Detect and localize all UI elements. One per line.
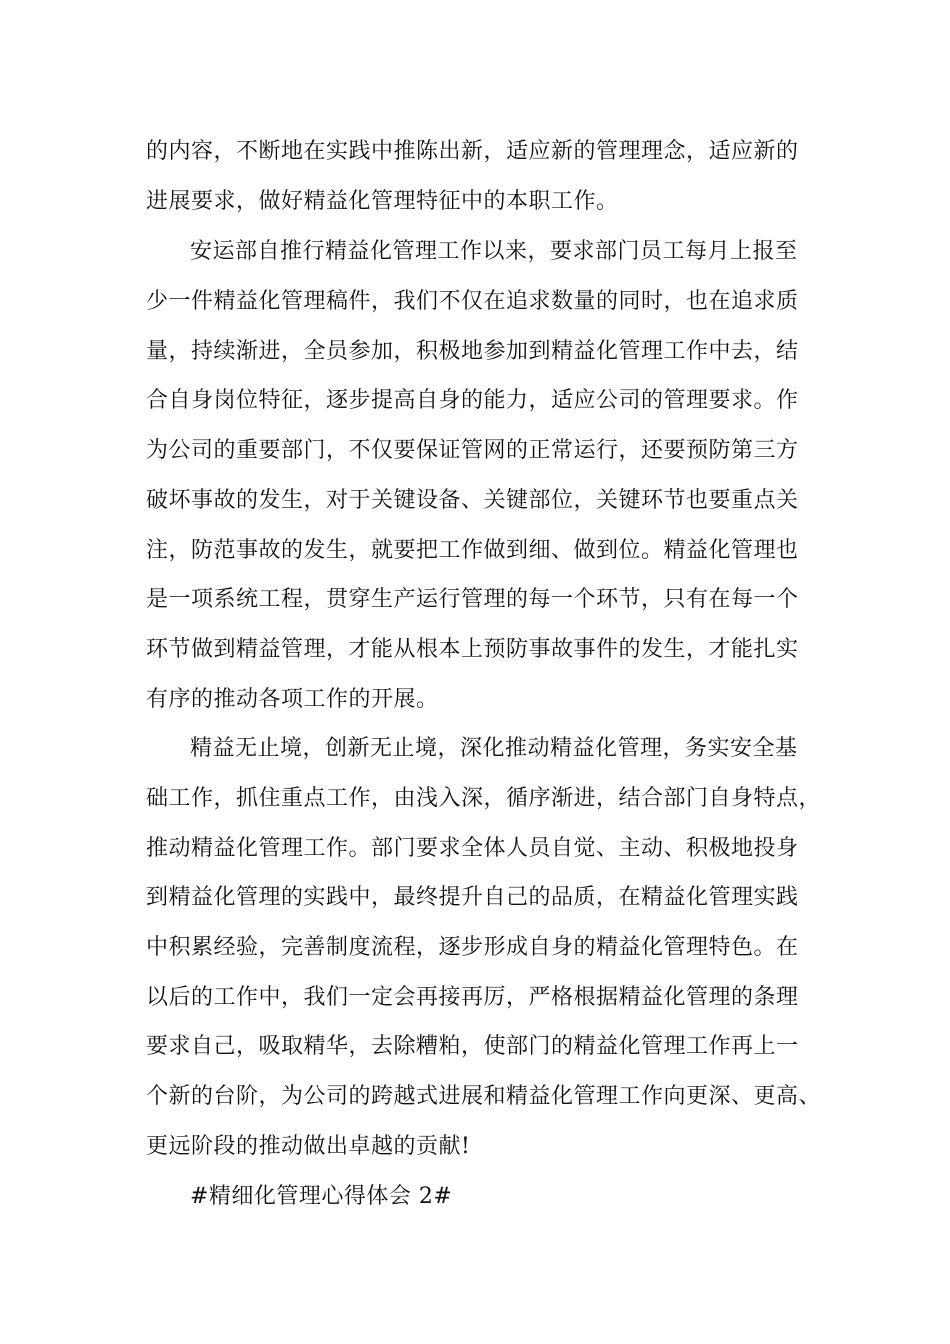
paragraph-line: 要求自己，吸取精华，去除糟粕，使部门的精益化管理工作再上一: [146, 1034, 799, 1059]
paragraph-line: 进展要求，做好精益化管理特征中的本职工作。: [146, 189, 619, 214]
paragraph-line: 个新的台阶，为公司的跨越式进展和精益化管理工作向更深、更高、: [146, 1084, 822, 1109]
paragraph-line: 精益无止境，创新无止境，深化推动精益化管理，务实安全基: [190, 736, 798, 761]
paragraph-line: 注，防范事故的发生，就要把工作做到细、做到位。精益化管理也: [146, 538, 799, 563]
paragraph-line: 安运部自推行精益化管理工作以来，要求部门员工每月上报至: [190, 239, 798, 264]
paragraph-line: 的内容，不断地在实践中推陈出新，适应新的管理理念，适应新的: [146, 139, 799, 164]
section-heading: #精细化管理心得体会 2#: [190, 1184, 453, 1209]
paragraph-line: 更远阶段的推动做出卓越的贡献!: [146, 1134, 471, 1159]
paragraph-line: 少一件精益化管理稿件，我们不仅在追求数量的同时，也在追求质: [146, 289, 799, 314]
paragraph-line: 础工作，抓住重点工作，由浅入深，循序渐进，结合部门自身特点，: [146, 786, 822, 811]
paragraph-line: 合自身岗位特征，逐步提高自身的能力，适应公司的管理要求。作: [146, 388, 799, 413]
paragraph-line: 推动精益化管理工作。部门要求全体人员自觉、主动、积极地投身: [146, 836, 799, 861]
paragraph-line: 中积累经验，完善制度流程，逐步形成自身的精益化管理特色。在: [146, 935, 799, 960]
paragraph-line: 量，持续渐进，全员参加，积极地参加到精益化管理工作中去，结: [146, 339, 799, 364]
paragraph-line: 为公司的重要部门，不仅要保证管网的正常运行，还要预防第三方: [146, 438, 799, 463]
paragraph-line: 是一项系统工程，贯穿生产运行管理的每一个环节，只有在每一个: [146, 587, 799, 612]
paragraph-line: 有序的推动各项工作的开展。: [146, 687, 439, 712]
paragraph-line: 破坏事故的发生，对于关键设备、关键部位，关键环节也要重点关: [146, 488, 799, 513]
paragraph-line: 到精益化管理的实践中，最终提升自己的品质，在精益化管理实践: [146, 885, 799, 910]
paragraph-line: 环节做到精益管理，才能从根本上预防事故事件的发生，才能扎实: [146, 637, 799, 662]
paragraph-line: 以后的工作中，我们一定会再接再厉，严格根据精益化管理的条理: [146, 985, 799, 1010]
